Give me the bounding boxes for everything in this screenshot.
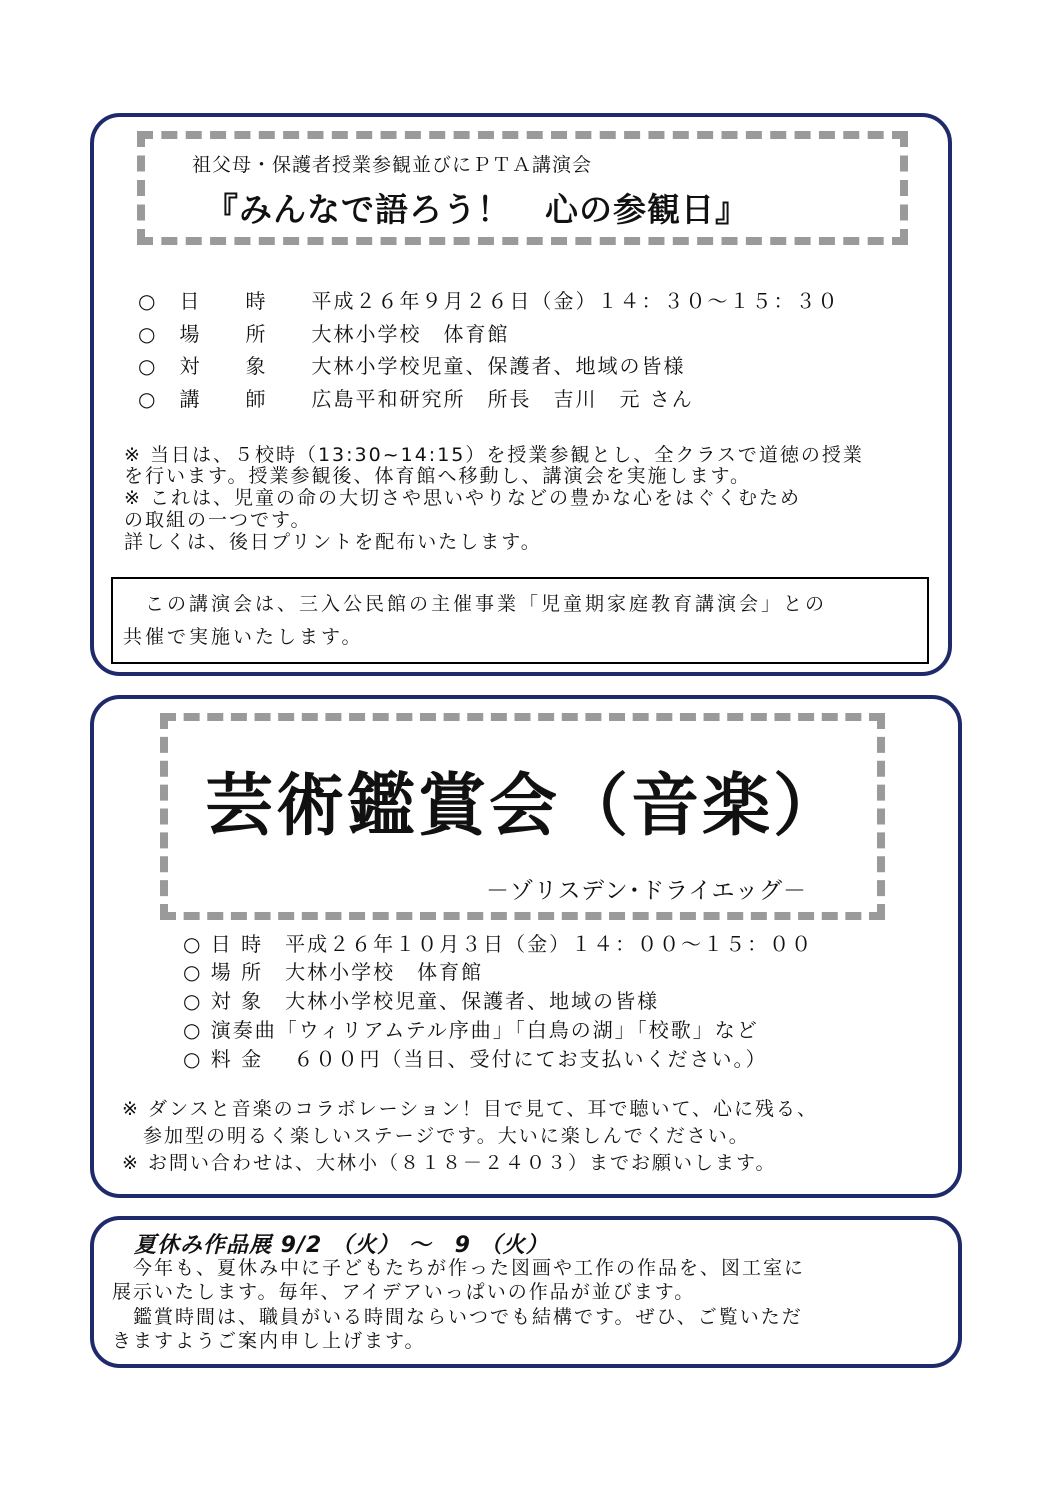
lecture-item-speaker: ○ 講 師 広島平和研究所 所長 吉川 元 さん xyxy=(138,387,694,411)
lecture-note-line: ※ 当日は、５校時（13:30~14:15）を授業参観とし、全クラスで道徳の授業 xyxy=(124,444,864,466)
lecture-note-line: の取組の一つです。 xyxy=(124,509,312,531)
music-item-datetime: ○ 日 時 平成２６年１０月３日（金）１４：００～１５：００ xyxy=(183,932,814,956)
music-note-line: 参加型の明るく楽しいステージです。大いに楽しんでください。 xyxy=(122,1125,750,1147)
lecture-item-place: ○ 場 所 大林小学校 体育館 xyxy=(138,322,510,346)
lecture-item-datetime: ○ 日 時 平成２６年９月２６日（金）１４：３０～１５：３０ xyxy=(138,289,840,313)
music-item-target: ○ 対 象 大林小学校児童、保護者、地域の皆様 xyxy=(183,989,660,1013)
lecture-subtitle: 祖父母・保護者授業参観並びにＰＴＡ講演会 xyxy=(192,154,593,176)
lecture-note-line: ※ これは、児童の命の大切さや思いやりなどの豊かな心をはぐくむため xyxy=(124,487,801,509)
music-title: 芸術鑑賞会（音楽） xyxy=(205,767,845,846)
cosponsor-line: この講演会は、三入公民館の主催事業「児童期家庭教育講演会」との xyxy=(123,593,828,615)
lecture-note-line: 詳しくは、後日プリントを配布いたします。 xyxy=(124,531,542,553)
summer-exhibit-heading: 夏休み作品展 9/2 （火） ～ 9 （火） xyxy=(134,1233,549,1258)
lecture-title: 『みんなで語ろう！ 心の参観日』 xyxy=(205,190,749,229)
summer-exhibit-line: 展示いたします。毎年、アイデアいっぱいの作品が並びます。 xyxy=(112,1281,696,1303)
summer-exhibit-line: 今年も、夏休み中に子どもたちが作った図画や工作の作品を、図工室に xyxy=(112,1257,806,1279)
summer-exhibit-line: きますようご案内申し上げます。 xyxy=(112,1330,426,1352)
lecture-item-target: ○ 対 象 大林小学校児童、保護者、地域の皆様 xyxy=(138,354,686,378)
music-note-line: ※ お問い合わせは、大林小（８１８－２４０３）までお願いします。 xyxy=(122,1152,777,1174)
summer-exhibit-line: 鑑賞時間は、職員がいる時間ならいつでも結構です。ぜひ、ご覧いただ xyxy=(112,1306,803,1328)
cosponsor-line: 共催で実施いたします。 xyxy=(123,626,364,648)
music-item-program: ○ 演奏曲「ウィリアムテル序曲」「白鳥の湖」「校歌」など xyxy=(183,1018,759,1042)
music-item-fee: ○ 料 金 ６００円（当日、受付にてお支払いください。） xyxy=(183,1047,768,1071)
music-item-place: ○ 場 所 大林小学校 体育館 xyxy=(183,960,484,984)
music-performer: －ゾリスデン･ドライエッグ－ xyxy=(486,878,808,904)
music-note-line: ※ ダンスと音楽のコラボレーション！目で見て、耳で聴いて、心に残る、 xyxy=(122,1098,819,1120)
lecture-note-line: を行います。授業参観後、体育館へ移動し、講演会を実施します。 xyxy=(124,465,751,487)
